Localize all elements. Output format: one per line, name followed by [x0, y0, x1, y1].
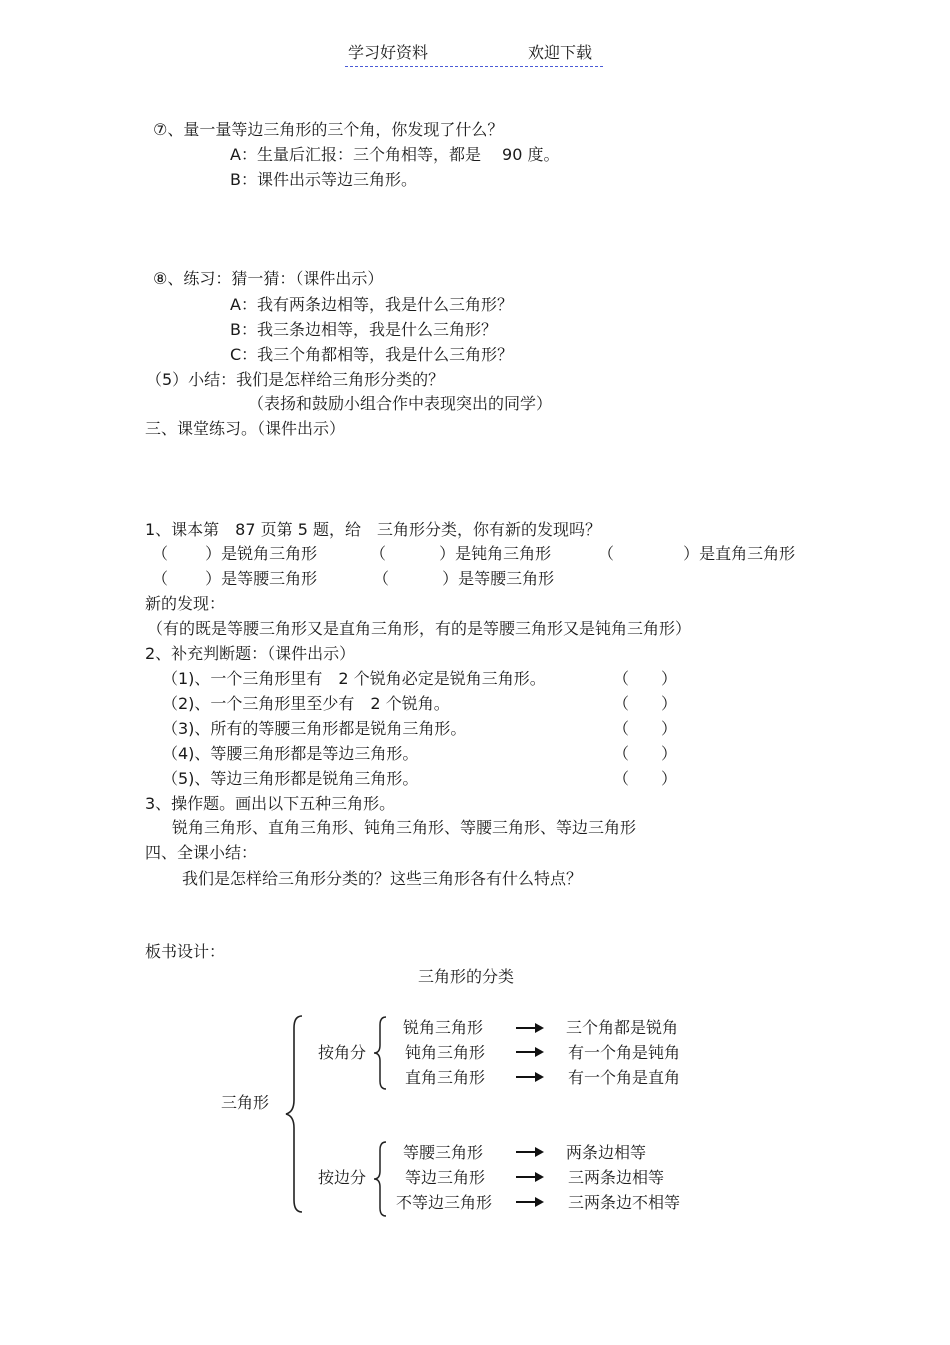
board-label: 板书设计： [145, 942, 226, 961]
judgment-1-text: （1)、一个三角形里有 2 个锐角必定是锐角三角形。 [162, 669, 546, 688]
arrow-right-icon [515, 1046, 545, 1058]
part4-text: 我们是怎样给三角形分类的？这些三角形各有什么特点？ [182, 869, 583, 888]
board-title: 三角形的分类 [418, 967, 515, 986]
arrow-right-icon [515, 1146, 545, 1158]
q1-blank-obtuse: （ ）是钝角三角形 [370, 544, 552, 563]
side-item-1-desc: 两条边相等 [566, 1143, 647, 1162]
page-header [345, 42, 603, 67]
angle-item-1-name: 锐角三角形 [403, 1018, 484, 1037]
part3-title: 三、课堂练习。（课件出示） [145, 419, 346, 438]
discovery-text: （有的既是等腰三角形又是直角三角形，有的是等腰三角形又是钝角三角形） [147, 619, 692, 638]
q1-blank-isosceles-2: （ ）是等腰三角形 [373, 569, 555, 588]
discovery-label: 新的发现： [145, 594, 226, 613]
summary5-title: （5）小结：我们是怎样给三角形分类的？ [146, 370, 445, 389]
q1-blank-acute: （ ）是锐角三角形 [152, 544, 318, 563]
header-left-text: 学习好资料 [348, 43, 429, 62]
header-right-text: 欢迎下载 [528, 43, 593, 62]
arrow-right-icon [515, 1022, 545, 1034]
judgment-3-text: （3)、所有的等腰三角形都是锐角三角形。 [162, 719, 467, 738]
arrow-right-icon [515, 1071, 545, 1083]
judgment-1-blank: （ ） [613, 669, 678, 688]
angle-item-2-desc: 有一个角是钝角 [568, 1043, 681, 1062]
side-item-2-name: 等边三角形 [405, 1168, 486, 1187]
angle-item-2-name: 钝角三角形 [405, 1043, 486, 1062]
section8-item-b: B：我三条边相等，我是什么三角形？ [230, 320, 497, 339]
big-brace-icon [284, 1014, 306, 1214]
arrow-right-icon [515, 1196, 545, 1208]
by-side-label: 按边分 [318, 1168, 367, 1187]
board-root: 三角形 [221, 1093, 270, 1112]
angle-item-1-desc: 三个角都是锐角 [566, 1018, 679, 1037]
angle-item-3-name: 直角三角形 [405, 1068, 486, 1087]
side-item-2-desc: 三两条边相等 [568, 1168, 665, 1187]
section7-item-b: B：课件出示等边三角形。 [230, 170, 417, 189]
q1-blank-isosceles-1: （ ）是等腰三角形 [152, 569, 318, 588]
section7-title: ⑦、量一量等边三角形的三个角，你发现了什么？ [153, 120, 504, 139]
side-item-3-name: 不等边三角形 [396, 1193, 493, 1212]
summary5-note: （表扬和鼓励小组合作中表现突出的同学） [248, 394, 553, 413]
q3-title: 3、操作题。画出以下五种三角形。 [145, 794, 396, 813]
part4-title: 四、全课小结： [145, 843, 258, 862]
side-item-1-name: 等腰三角形 [403, 1143, 484, 1162]
q1-blank-right: （ ）是直角三角形 [598, 544, 796, 563]
judgment-5-text: （5)、等边三角形都是锐角三角形。 [162, 769, 419, 788]
section8-item-c: C：我三个角都相等，我是什么三角形？ [230, 345, 514, 364]
arrow-right-icon [515, 1171, 545, 1183]
q3-list: 锐角三角形、直角三角形、钝角三角形、等腰三角形、等边三角形 [172, 818, 637, 837]
section7-item-a: A：生量后汇报：三个角相等，都是 90 度。 [230, 145, 560, 164]
judgment-2-text: （2)、一个三角形里至少有 2 个锐角。 [162, 694, 450, 713]
side-brace-icon [372, 1140, 388, 1218]
q2-title: 2、补充判断题：（课件出示） [145, 644, 356, 663]
by-angle-label: 按角分 [318, 1043, 367, 1062]
q1-text: 1、课本第 87 页第 5 题，给 三角形分类，你有新的发现吗？ [145, 520, 601, 539]
angle-item-3-desc: 有一个角是直角 [568, 1068, 681, 1087]
judgment-2-blank: （ ） [613, 694, 678, 713]
judgment-3-blank: （ ） [613, 719, 678, 738]
judgment-4-text: （4)、等腰三角形都是等边三角形。 [162, 744, 419, 763]
section8-title: ⑧、练习：猜一猜：（课件出示） [153, 269, 384, 288]
section8-item-a: A：我有两条边相等，我是什么三角形？ [230, 295, 513, 314]
judgment-5-blank: （ ） [613, 769, 678, 788]
side-item-3-desc: 三两条边不相等 [568, 1193, 681, 1212]
judgment-4-blank: （ ） [613, 744, 678, 763]
angle-brace-icon [372, 1015, 388, 1091]
